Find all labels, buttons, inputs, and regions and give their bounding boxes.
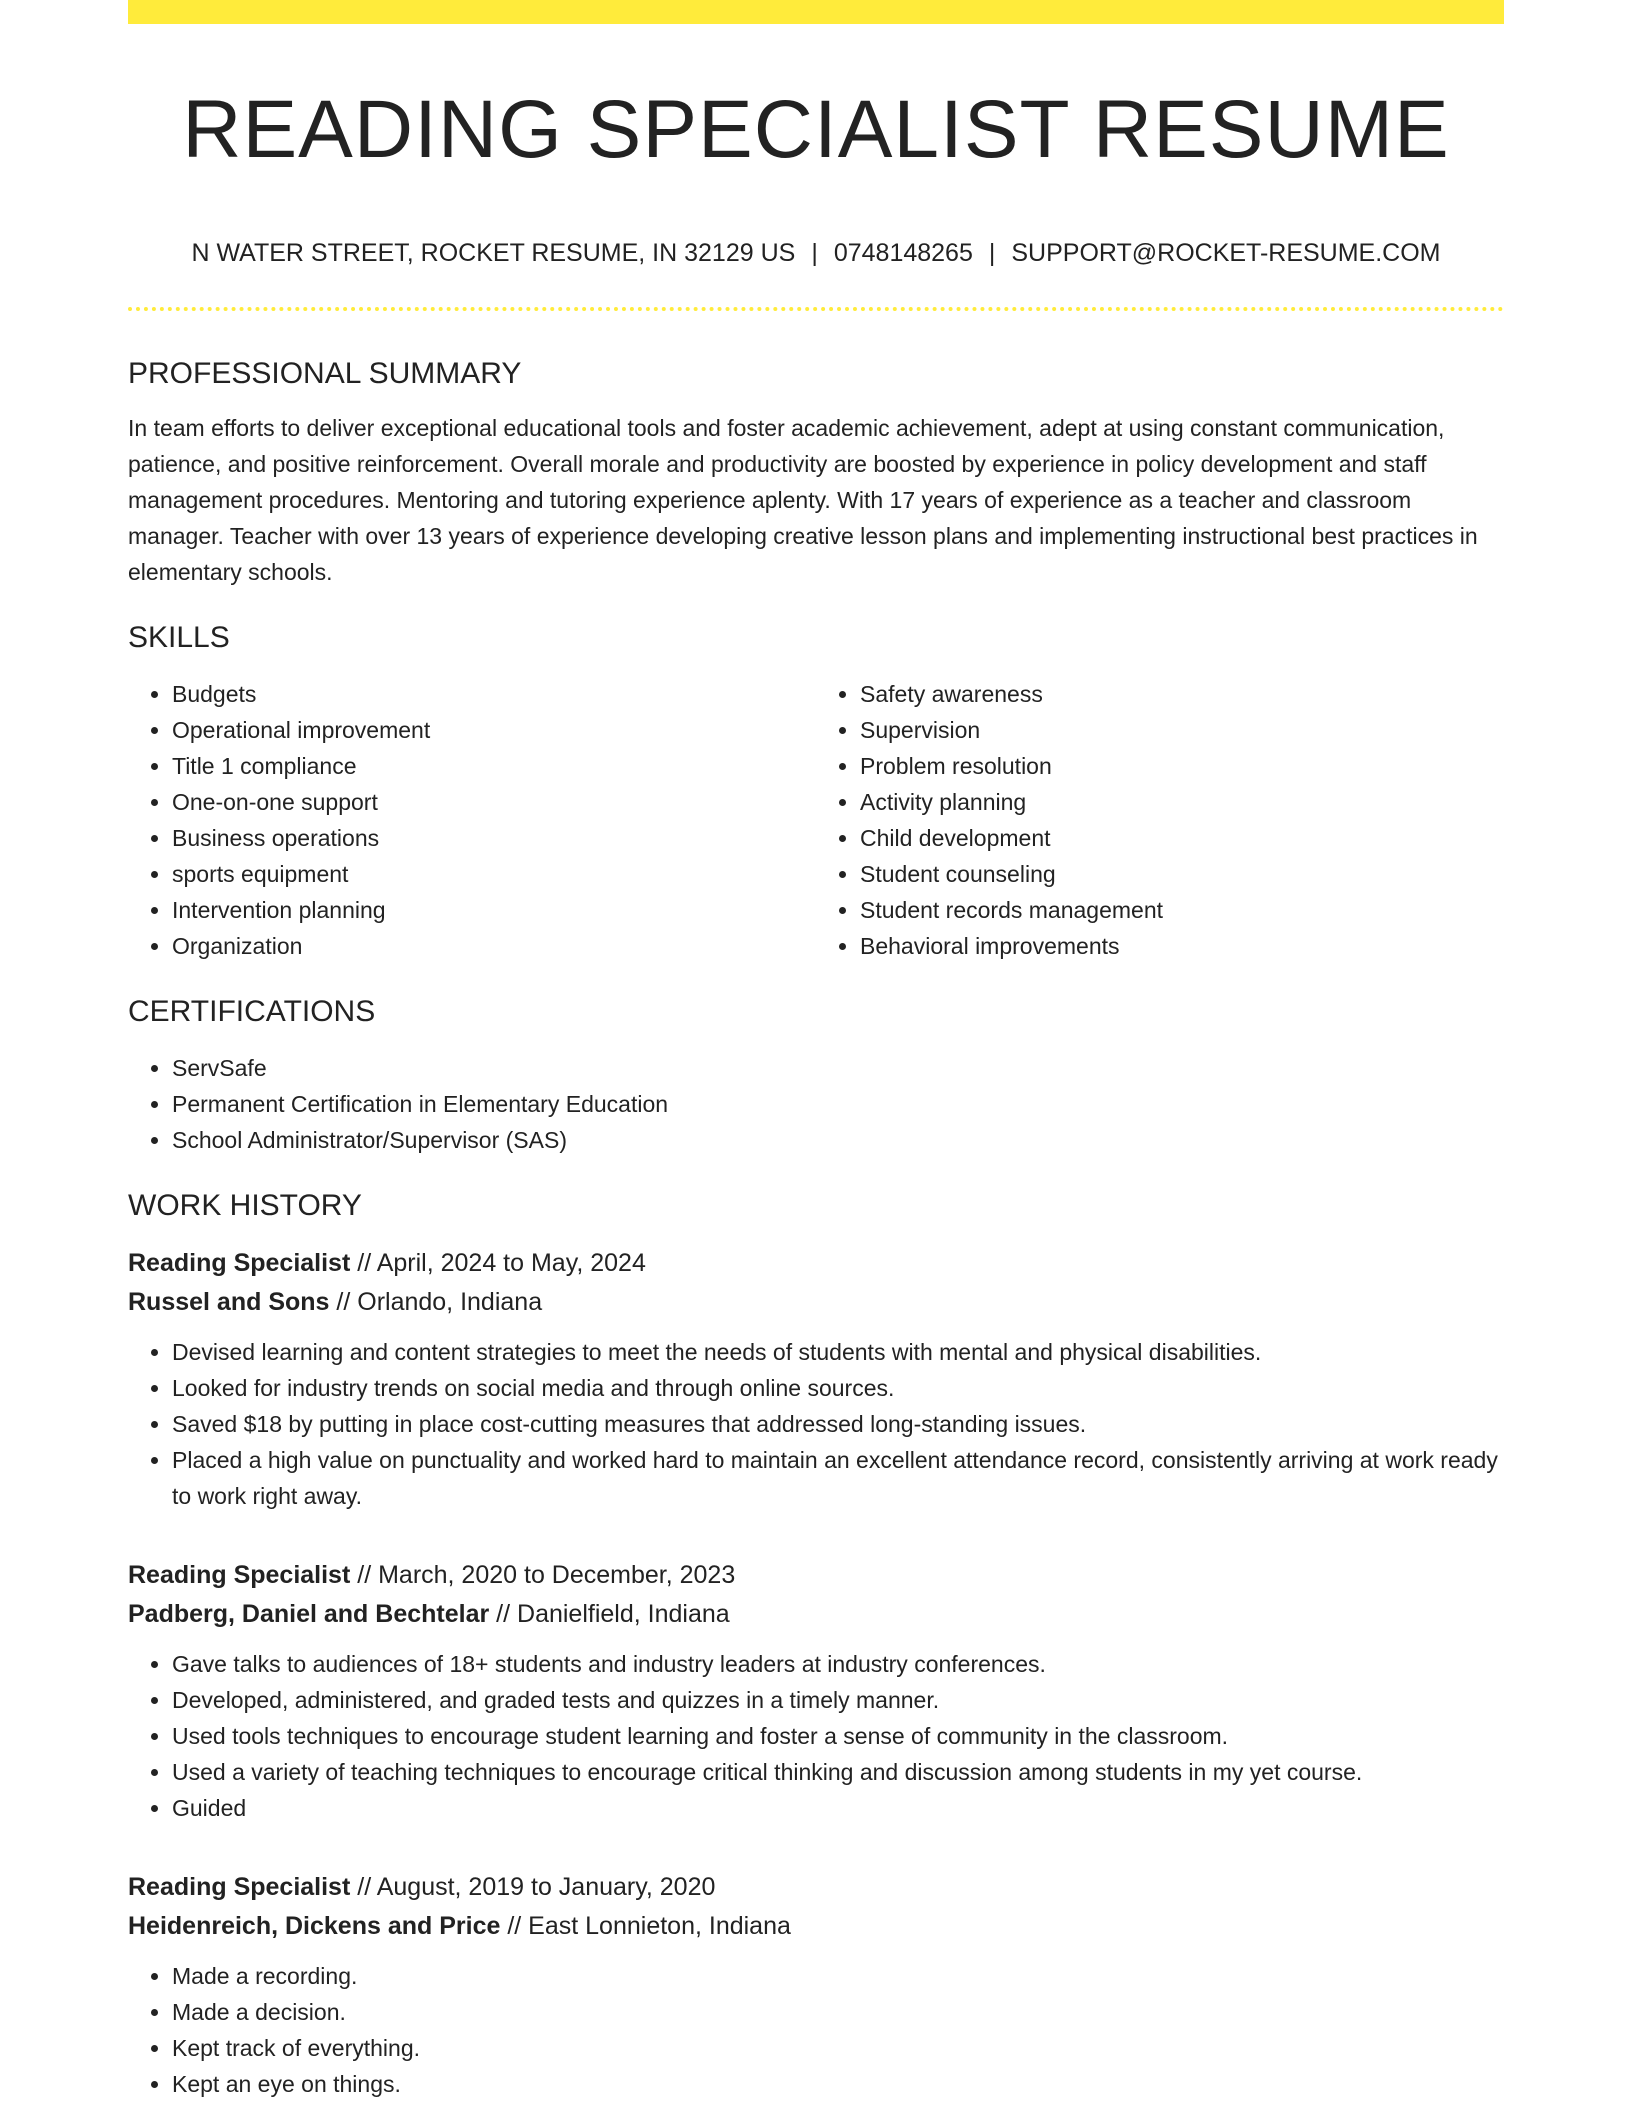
job-company-line bbox=[128, 1907, 1504, 1946]
skills-heading: SKILLS bbox=[128, 621, 230, 654]
list-item: • Developed, administered, and graded tests and quizzes in a timely manner. bbox=[172, 1682, 1504, 1718]
job-location: // Danielfield, Indiana bbox=[496, 1600, 730, 1628]
skills-list-left bbox=[128, 676, 816, 964]
contact-separator: | bbox=[988, 239, 996, 267]
list-item: • Safety awareness bbox=[860, 676, 1504, 712]
contact-separator: | bbox=[811, 239, 818, 267]
summary-heading: PROFESSIONAL SUMMARY bbox=[128, 357, 522, 390]
list-item: • Used a variety of teaching techniques to encourage critical thinking and discussion among students in my yet course. bbox=[172, 1754, 1504, 1790]
summary-text: In team efforts to deliver exceptional educational tools and foster academic achievement, adept at using constant communication, patience, and positive reinforcement. Overall morale and productivity are boosted by experience in policy development and staff management procedures. Mentoring and tutoring experience aplenty. With 17 years of experience as a teacher and classroom manager. Teacher with over 13 years of experience developing creative lesson plans and implementing instructional best practices in elementary schools. bbox=[128, 415, 1478, 585]
job-title: Reading Specialist bbox=[128, 1561, 351, 1589]
list-item: • Intervention planning bbox=[172, 892, 816, 928]
list-item: • Made a recording. bbox=[172, 1958, 1504, 1994]
job-bullets bbox=[128, 1334, 1504, 1514]
work-history-section bbox=[128, 1184, 1504, 2102]
skills-columns bbox=[128, 676, 1504, 964]
list-item: • Organization bbox=[172, 928, 816, 964]
list-item: • Activity planning bbox=[860, 784, 1504, 820]
job-dates: // March, 2020 to December, 2023 bbox=[357, 1561, 736, 1589]
accent-top-bar bbox=[128, 0, 1504, 24]
certifications-list bbox=[128, 1050, 1504, 1158]
list-item: • Kept track of everything. bbox=[172, 2030, 1504, 2066]
job-entry bbox=[128, 1244, 1504, 1514]
list-item: • Used tools techniques to encourage student learning and foster a sense of community in the classroom. bbox=[172, 1718, 1504, 1754]
list-item: • Child development bbox=[860, 820, 1504, 856]
jobs-container bbox=[128, 1244, 1504, 2102]
list-item: • Operational improvement bbox=[172, 712, 816, 748]
list-item: • ServSafe bbox=[172, 1050, 1504, 1086]
list-item: • Behavioral improvements bbox=[860, 928, 1504, 964]
page-title: READING SPECIALIST RESUME bbox=[182, 84, 1450, 175]
job-title-line bbox=[128, 1244, 1504, 1283]
job-bullets bbox=[128, 1958, 1504, 2102]
job-company: Padberg, Daniel and Bechtelar bbox=[128, 1600, 490, 1628]
list-item: • Looked for industry trends on social media and through online sources. bbox=[172, 1370, 1504, 1406]
list-item: • Budgets bbox=[172, 676, 816, 712]
job-dates: // August, 2019 to January, 2020 bbox=[357, 1873, 716, 1901]
job-title-line bbox=[128, 1868, 1504, 1907]
job-company-line bbox=[128, 1283, 1504, 1322]
certifications-section bbox=[128, 990, 1504, 1158]
job-dates: // April, 2024 to May, 2024 bbox=[357, 1249, 646, 1277]
job-title-line bbox=[128, 1556, 1504, 1595]
list-item: • Student records management bbox=[860, 892, 1504, 928]
list-item: • Saved $18 by putting in place cost-cutting measures that addressed long-standing issues. bbox=[172, 1406, 1504, 1442]
job-title: Reading Specialist bbox=[128, 1873, 351, 1901]
contact-line bbox=[128, 236, 1504, 270]
list-item: • Placed a high value on punctuality and worked hard to maintain an excellent attendance record, consistently arriving at work ready to work right away. bbox=[172, 1442, 1504, 1514]
certifications-heading: CERTIFICATIONS bbox=[128, 995, 376, 1028]
list-item: • Supervision bbox=[860, 712, 1504, 748]
list-item: • Devised learning and content strategies to meet the needs of students with mental and physical disabilities. bbox=[172, 1334, 1504, 1370]
job-entry bbox=[128, 1868, 1504, 2102]
list-item: • Gave talks to audiences of 18+ students and industry leaders at industry conferences. bbox=[172, 1646, 1504, 1682]
job-company: Heidenreich, Dickens and Price bbox=[128, 1912, 501, 1940]
list-item: • Kept an eye on things. bbox=[172, 2066, 1504, 2102]
skills-section bbox=[128, 616, 1504, 964]
job-company-line bbox=[128, 1595, 1504, 1634]
list-item: • One-on-one support bbox=[172, 784, 816, 820]
work-history-heading: WORK HISTORY bbox=[128, 1189, 362, 1222]
list-item: • Business operations bbox=[172, 820, 816, 856]
contact-phone: 0748148265 bbox=[833, 239, 973, 267]
job-location: // East Lonnieton, Indiana bbox=[507, 1912, 791, 1940]
job-title: Reading Specialist bbox=[128, 1249, 351, 1277]
list-item: • Permanent Certification in Elementary Education bbox=[172, 1086, 1504, 1122]
summary-section bbox=[128, 352, 1504, 590]
list-item: • Problem resolution bbox=[860, 748, 1504, 784]
resume-content bbox=[128, 352, 1504, 2102]
contact-address: N WATER STREET, ROCKET RESUME, IN 32129 US bbox=[191, 239, 796, 267]
job-location: // Orlando, Indiana bbox=[336, 1288, 543, 1316]
list-item: • sports equipment bbox=[172, 856, 816, 892]
dotted-divider bbox=[128, 307, 1504, 311]
contact-email[interactable]: SUPPORT@ROCKET-RESUME.COM bbox=[1011, 239, 1441, 267]
skills-list-right bbox=[816, 676, 1504, 964]
job-bullets bbox=[128, 1646, 1504, 1826]
list-item: • Made a decision. bbox=[172, 1994, 1504, 2030]
list-item: • Student counseling bbox=[860, 856, 1504, 892]
list-item: • Guided bbox=[172, 1790, 1504, 1826]
job-entry bbox=[128, 1556, 1504, 1826]
job-company: Russel and Sons bbox=[128, 1288, 330, 1316]
list-item: • School Administrator/Supervisor (SAS) bbox=[172, 1122, 1504, 1158]
list-item: • Title 1 compliance bbox=[172, 748, 816, 784]
